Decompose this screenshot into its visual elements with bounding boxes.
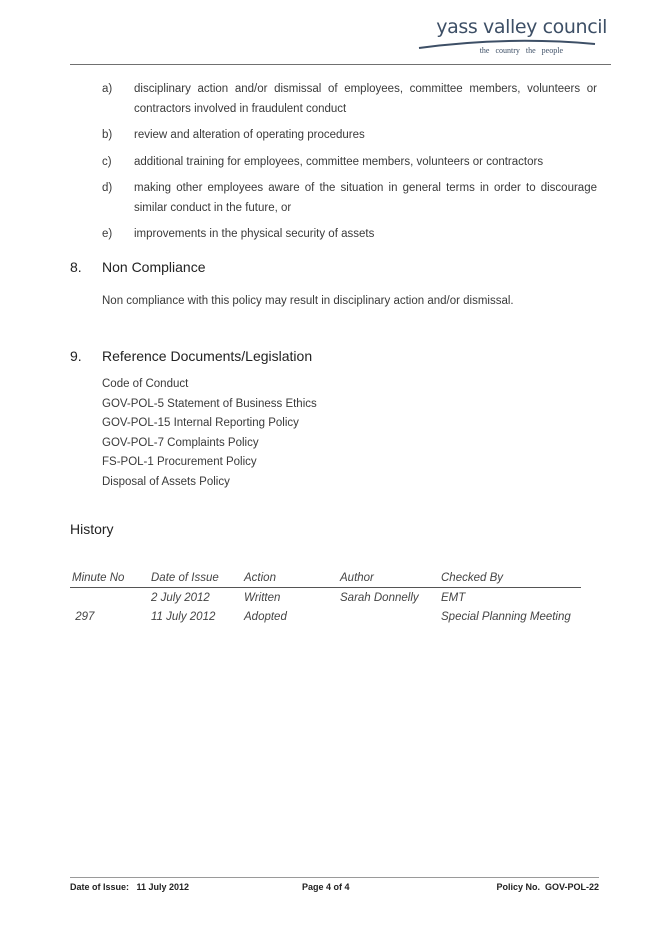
logo-swoosh-icon [417, 38, 597, 50]
section-title: Reference Documents/Legislation [102, 348, 313, 364]
table-cell: Sarah Donnelly [340, 591, 419, 604]
list-item [102, 126, 597, 146]
table-row [70, 588, 581, 608]
history-table [70, 568, 581, 627]
list-item [102, 80, 597, 119]
footer-policy-number: Policy No. GOV-POL-22 [496, 882, 599, 892]
column-header: Action [244, 568, 340, 588]
list-item: Disposal of Assets Policy [102, 475, 230, 488]
table-cell: Special Planning Meeting [441, 611, 571, 624]
list-item: FS-POL-1 Procurement Policy [102, 456, 257, 468]
table-cell: 11 July 2012 [151, 611, 216, 624]
column-header: Date of Issue [151, 568, 244, 588]
list-marker: e) [102, 228, 113, 240]
table-cell: 297 [72, 611, 95, 624]
list-item: GOV-POL-5 Statement of Business Ethics [102, 397, 317, 410]
list-item: GOV-POL-7 Complaints Policy [102, 436, 259, 449]
table-header-row [70, 568, 581, 588]
column-header: Checked By [441, 568, 581, 588]
history-heading: History [70, 521, 114, 537]
list-item-text: making other employees aware of the situation in general terms in order to discourage similar conduct in the future, or [134, 182, 597, 214]
section-8-text: Non compliance with this policy may result in disciplinary action and/or dismissal. [102, 295, 514, 307]
list-marker: c) [102, 155, 112, 168]
section-title: Non Compliance [102, 259, 206, 275]
outcome-list [102, 80, 597, 252]
list-marker: b) [102, 129, 113, 141]
logo-tagline: the country the people [479, 46, 563, 55]
table-cell [340, 608, 441, 628]
table-cell: Adopted [244, 611, 287, 624]
section-number: 8. [70, 259, 82, 275]
list-item [102, 225, 597, 245]
logo-name: yass valley council [436, 16, 607, 38]
table-cell: 2 July 2012 [151, 591, 210, 604]
list-item-text: review and alteration of operating procedures [134, 129, 365, 141]
council-logo [407, 16, 607, 64]
reference-list [102, 375, 317, 492]
section-number: 9. [70, 348, 82, 364]
column-header: Author [340, 568, 441, 588]
list-item-text: additional training for employees, committee members, volunteers or contractors [134, 155, 544, 168]
header-divider [70, 64, 611, 65]
footer-date-of-issue: Date of Issue: 11 July 2012 [70, 882, 190, 892]
list-item [102, 153, 597, 173]
list-item: Code of Conduct [102, 378, 189, 390]
table-row [70, 608, 581, 628]
list-item-text: disciplinary action and/or dismissal of employees, committee members, volunteers or contractors involved in fraudulent conduct [134, 83, 597, 115]
column-header: Minute No [70, 568, 151, 588]
list-item-text: improvements in the physical security of assets [134, 228, 375, 240]
footer-page-number: Page 4 of 4 [302, 882, 350, 892]
list-marker: d) [102, 182, 113, 194]
list-marker: a) [102, 83, 113, 95]
footer-divider [70, 877, 599, 878]
table-cell [70, 588, 151, 608]
table-cell: Written [244, 591, 281, 604]
list-item [102, 179, 597, 218]
table-cell: EMT [441, 591, 466, 604]
list-item: GOV-POL-15 Internal Reporting Policy [102, 417, 299, 429]
